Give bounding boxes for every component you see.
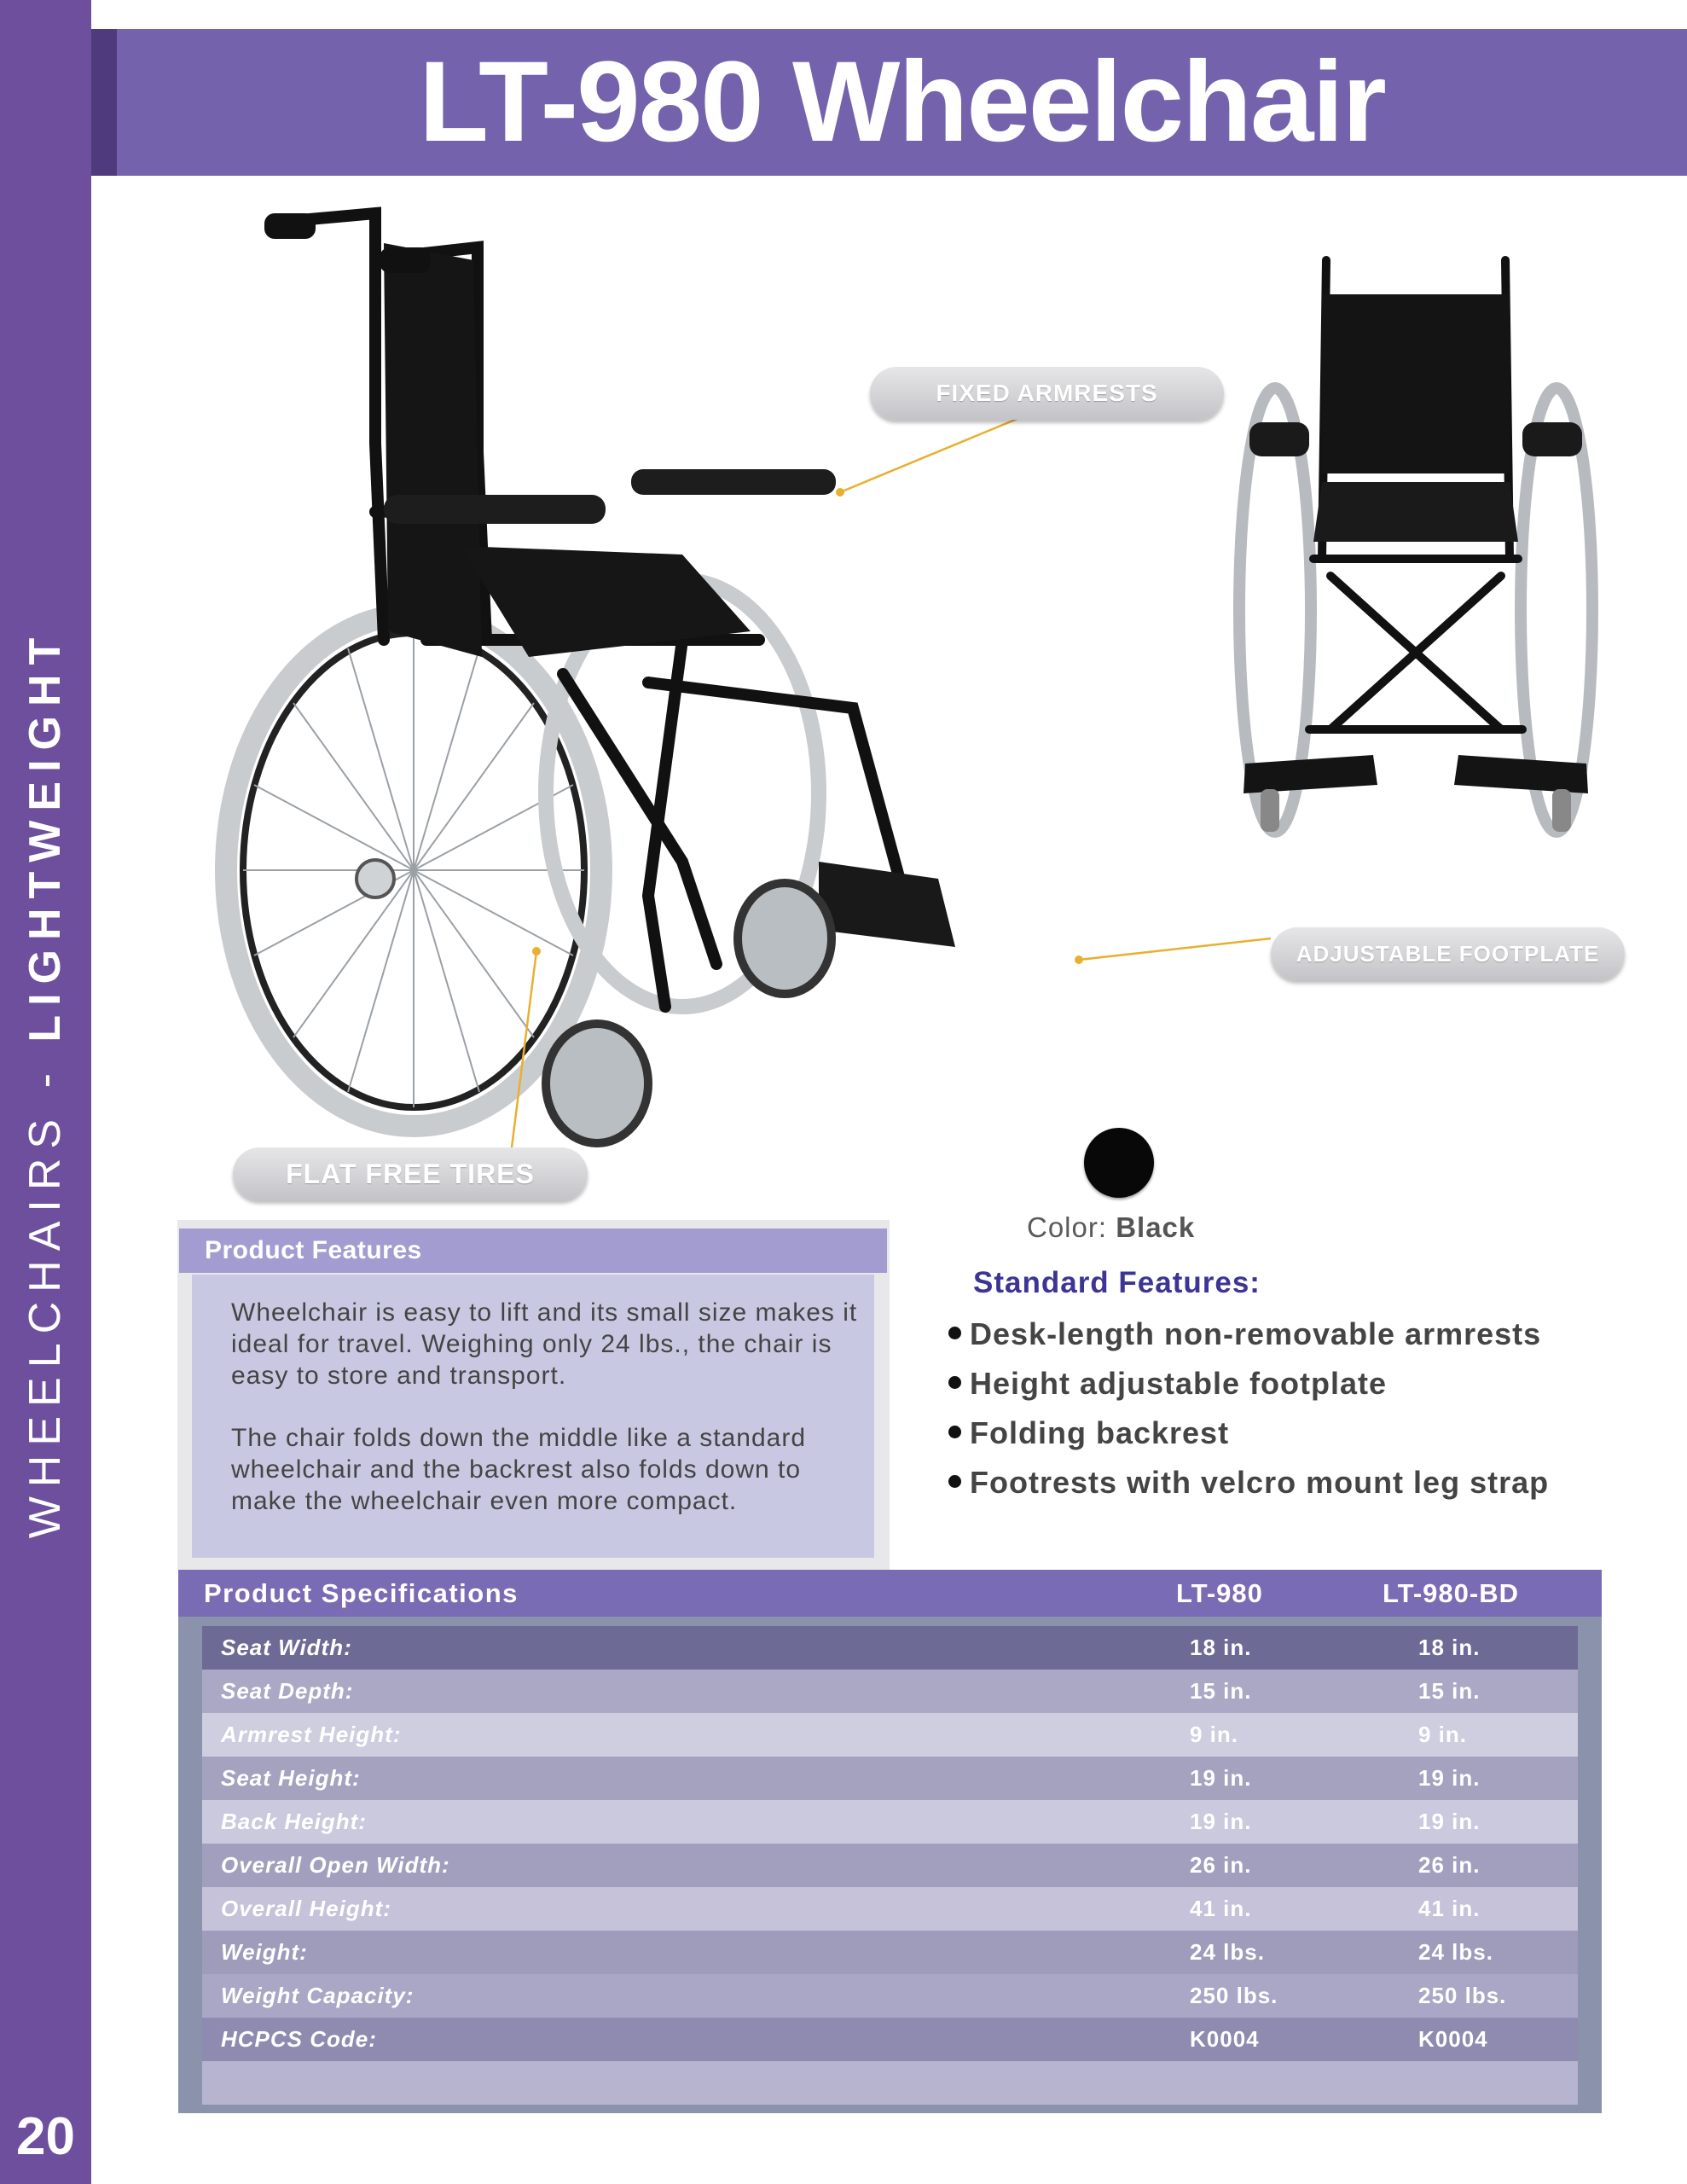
specifications-header-row [178, 1570, 1602, 1617]
spec-label: Overall Open Width: [221, 1852, 450, 1878]
spec-label: Weight Capacity: [221, 1983, 415, 2008]
spec-label: Seat Width: [221, 1635, 352, 1660]
product-specifications-table [178, 1570, 1602, 2113]
spec-value-lt-980: K0004 [1190, 2026, 1260, 2052]
table-row [202, 2061, 1578, 2105]
standard-feature-text: Folding backrest [970, 1415, 1230, 1450]
spec-value-lt-980: 19 in. [1190, 1809, 1252, 1834]
color-label-text: Color: [1027, 1211, 1108, 1243]
spec-value-lt-980-bd: K0004 [1418, 2026, 1488, 2052]
spec-value-lt-980-bd: 250 lbs. [1418, 1983, 1507, 2008]
standard-feature-item [948, 1362, 1549, 1411]
section-subcategory: LIGHTWEIGHT [20, 628, 70, 1043]
table-row [202, 1757, 1578, 1800]
spec-value-lt-980: 26 in. [1190, 1852, 1252, 1878]
table-row [202, 1670, 1578, 1713]
bullet-icon [948, 1426, 961, 1438]
spec-value-lt-980: 250 lbs. [1190, 1983, 1278, 2008]
table-row [202, 1713, 1578, 1757]
callout-fixed-armrests: FIXED ARMRESTS [870, 367, 1224, 420]
spec-label: Armrest Height: [221, 1722, 402, 1747]
color-label [1027, 1211, 1195, 1244]
standard-feature-text: Desk-length non-removable armrests [970, 1316, 1542, 1351]
product-features-heading [179, 1228, 887, 1273]
spec-value-lt-980: 9 in. [1190, 1722, 1239, 1747]
color-value: Black [1116, 1211, 1196, 1243]
spec-value-lt-980-bd: 26 in. [1418, 1852, 1481, 1878]
bullet-icon [948, 1475, 961, 1488]
standard-features-list [948, 1312, 1549, 1510]
table-row [202, 1974, 1578, 2018]
spec-value-lt-980: 15 in. [1190, 1678, 1252, 1704]
spec-value-lt-980-bd: 19 in. [1418, 1809, 1481, 1834]
column-header-lt-980-bd: LT-980-BD [1383, 1578, 1520, 1608]
spec-value-lt-980: 41 in. [1190, 1896, 1252, 1921]
spec-label: HCPCS Code: [221, 2026, 377, 2052]
standard-features-heading: Standard Features: [973, 1266, 1261, 1299]
table-row [202, 1626, 1578, 1670]
standard-feature-item [948, 1461, 1549, 1510]
column-header-lt-980: LT-980 [1176, 1578, 1263, 1608]
table-row [202, 1844, 1578, 1887]
spec-label: Seat Height: [221, 1765, 361, 1791]
table-row [202, 1887, 1578, 1931]
page-number: 20 [16, 2107, 75, 2166]
spec-value-lt-980-bd: 9 in. [1418, 1722, 1468, 1747]
product-features-heading-text: Product Features [205, 1236, 422, 1264]
specifications-heading: Product Specifications [204, 1578, 519, 1608]
bullet-icon [948, 1327, 961, 1339]
spec-value-lt-980: 18 in. [1190, 1635, 1252, 1660]
spec-label: Back Height: [221, 1809, 367, 1834]
color-swatch-black [1084, 1128, 1154, 1198]
spec-value-lt-980-bd: 18 in. [1418, 1635, 1481, 1660]
spec-label: Weight: [221, 1939, 308, 1965]
product-features-paragraph: Wheelchair is easy to lift and its small size makes it ideal for travel. Weighing only 24 lbs., the chair is easy to store and transport. [231, 1298, 858, 1390]
spec-value-lt-980-bd: 15 in. [1418, 1678, 1481, 1704]
table-row [202, 2018, 1578, 2061]
standard-feature-item [948, 1312, 1549, 1362]
spec-value-lt-980-bd: 41 in. [1418, 1896, 1481, 1921]
spec-label: Overall Height: [221, 1896, 391, 1921]
specifications-body [202, 1626, 1578, 2105]
page-title: LT-980 Wheelchair [419, 38, 1385, 166]
standard-feature-text: Footrests with velcro mount leg strap [970, 1465, 1550, 1500]
table-row [202, 1800, 1578, 1844]
spec-value-lt-980: 24 lbs. [1190, 1939, 1265, 1965]
callout-adjustable-footplate: ADJUSTABLE FOOTPLATE [1271, 927, 1625, 980]
section-separator: - [20, 1042, 70, 1110]
table-row [202, 1931, 1578, 1974]
standard-feature-text: Height adjustable footplate [970, 1366, 1388, 1401]
bullet-icon [948, 1376, 961, 1389]
product-features-text [231, 1297, 862, 1548]
spec-value-lt-980-bd: 19 in. [1418, 1765, 1481, 1791]
product-features-paragraph: The chair folds down the middle like a standard wheelchair and the backrest also folds down to make the wheelchair even more compact. [231, 1424, 807, 1515]
callout-flat-free-tires: FLAT FREE TIRES [233, 1147, 588, 1200]
spec-value-lt-980-bd: 24 lbs. [1418, 1939, 1493, 1965]
spec-value-lt-980: 19 in. [1190, 1765, 1252, 1791]
standard-feature-item [948, 1411, 1549, 1461]
section-category: WHEELCHAIRS [20, 1109, 70, 1539]
spec-label: Seat Depth: [221, 1678, 354, 1704]
